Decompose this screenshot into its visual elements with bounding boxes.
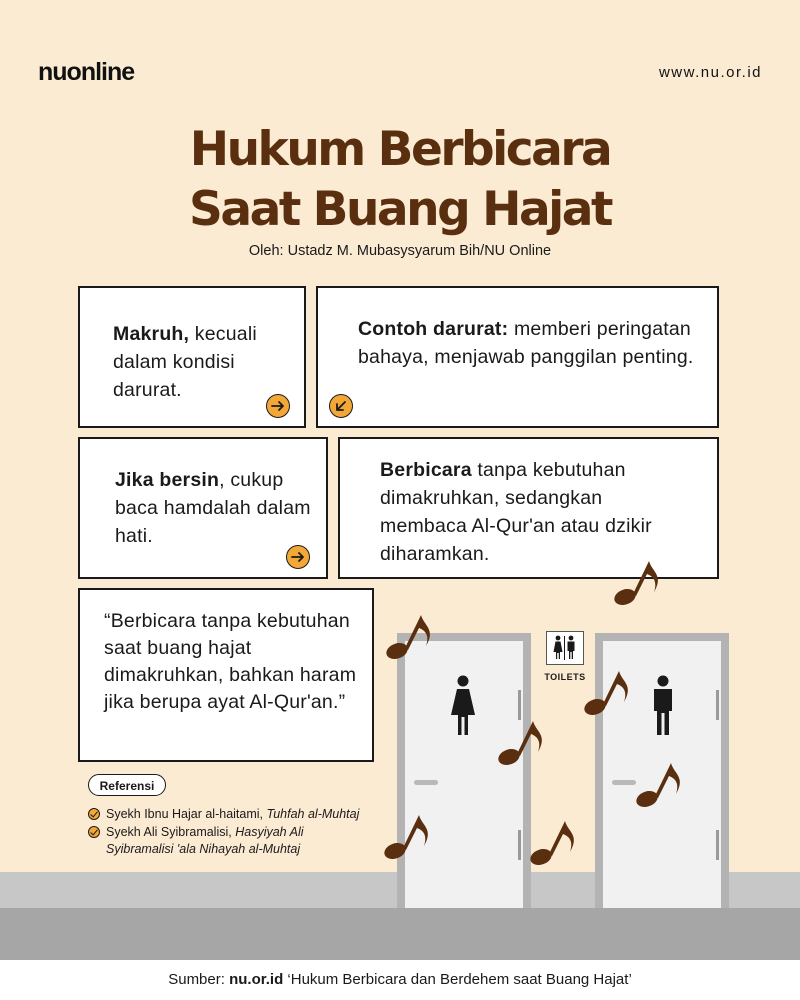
toilet-sign (546, 631, 584, 665)
music-note-icon (528, 818, 582, 868)
source-link[interactable]: nu.or.id (229, 971, 284, 988)
arrow-right-icon (266, 394, 290, 418)
page-title-line-2: Saat Buang Hajat (189, 182, 611, 237)
door-hinge (716, 830, 719, 860)
card-contoh-darurat-text: Contoh darurat: memberi peringatan bahaya, menjawab panggilan penting. (358, 318, 694, 368)
card-berbicara-text: Berbicara tanpa kebutuhan dimakruhkan, sedangkan membaca Al-Qur'an atau dzikir diharamkan. (380, 459, 652, 565)
door-hinge (518, 690, 521, 720)
door-hinge (518, 830, 521, 860)
card-jika-bersin (78, 437, 328, 579)
arrow-right-icon (286, 545, 310, 569)
woman-toilet-icon (449, 675, 477, 737)
quote-text: “Berbicara tanpa kebutuhan saat buang hajat dimakruhkan, bahkan haram jika berupa ayat Al-Qur'an.” (104, 610, 357, 713)
reference-item: Syekh Ibnu Hajar al-haitami, Tuhfah al-Muhtaj (88, 806, 396, 823)
music-note-icon (634, 760, 688, 810)
toilet-sign-icon (547, 632, 582, 663)
source-footer: Sumber: nu.or.id ‘Hukum Berbicara dan Berdehem saat Buang Hajat’ (0, 960, 800, 1000)
arrow-down-left-icon (329, 394, 353, 418)
music-note-icon (384, 612, 438, 662)
reference-item: Syekh Ali Syibramalisi, Hasyiyah Ali Syibramalisi 'ala Nihayah al-Muhtaj (88, 824, 396, 858)
author-credit: Oleh: Ustadz M. Mubasysyarum Bih/NU Online (248, 243, 552, 259)
card-makruh (78, 286, 306, 428)
door-handle (612, 780, 636, 785)
quote-card (78, 588, 374, 762)
toilet-sign-label: TOILETS (544, 672, 586, 682)
check-icon (88, 808, 100, 820)
references-label: Referensi (88, 774, 166, 796)
door-handle (414, 780, 438, 785)
music-note-icon (612, 558, 666, 608)
card-contoh-darurat (316, 286, 719, 428)
man-toilet-icon (650, 675, 676, 737)
music-note-icon (496, 718, 550, 768)
references-list (88, 806, 396, 859)
card-makruh-text: Makruh, kecuali dalam kondisi darurat. (113, 323, 257, 401)
check-icon (88, 826, 100, 838)
website-url: www.nu.or.id (658, 64, 762, 81)
music-note-icon (582, 668, 636, 718)
nu-online-logo: nuonline (38, 58, 135, 86)
door-hinge (716, 690, 719, 720)
floor (0, 908, 800, 960)
page-title-line-1: Hukum Berbicara (189, 122, 611, 177)
card-jika-bersin-text: Jika bersin, cukup baca hamdalah dalam hati. (115, 469, 311, 547)
